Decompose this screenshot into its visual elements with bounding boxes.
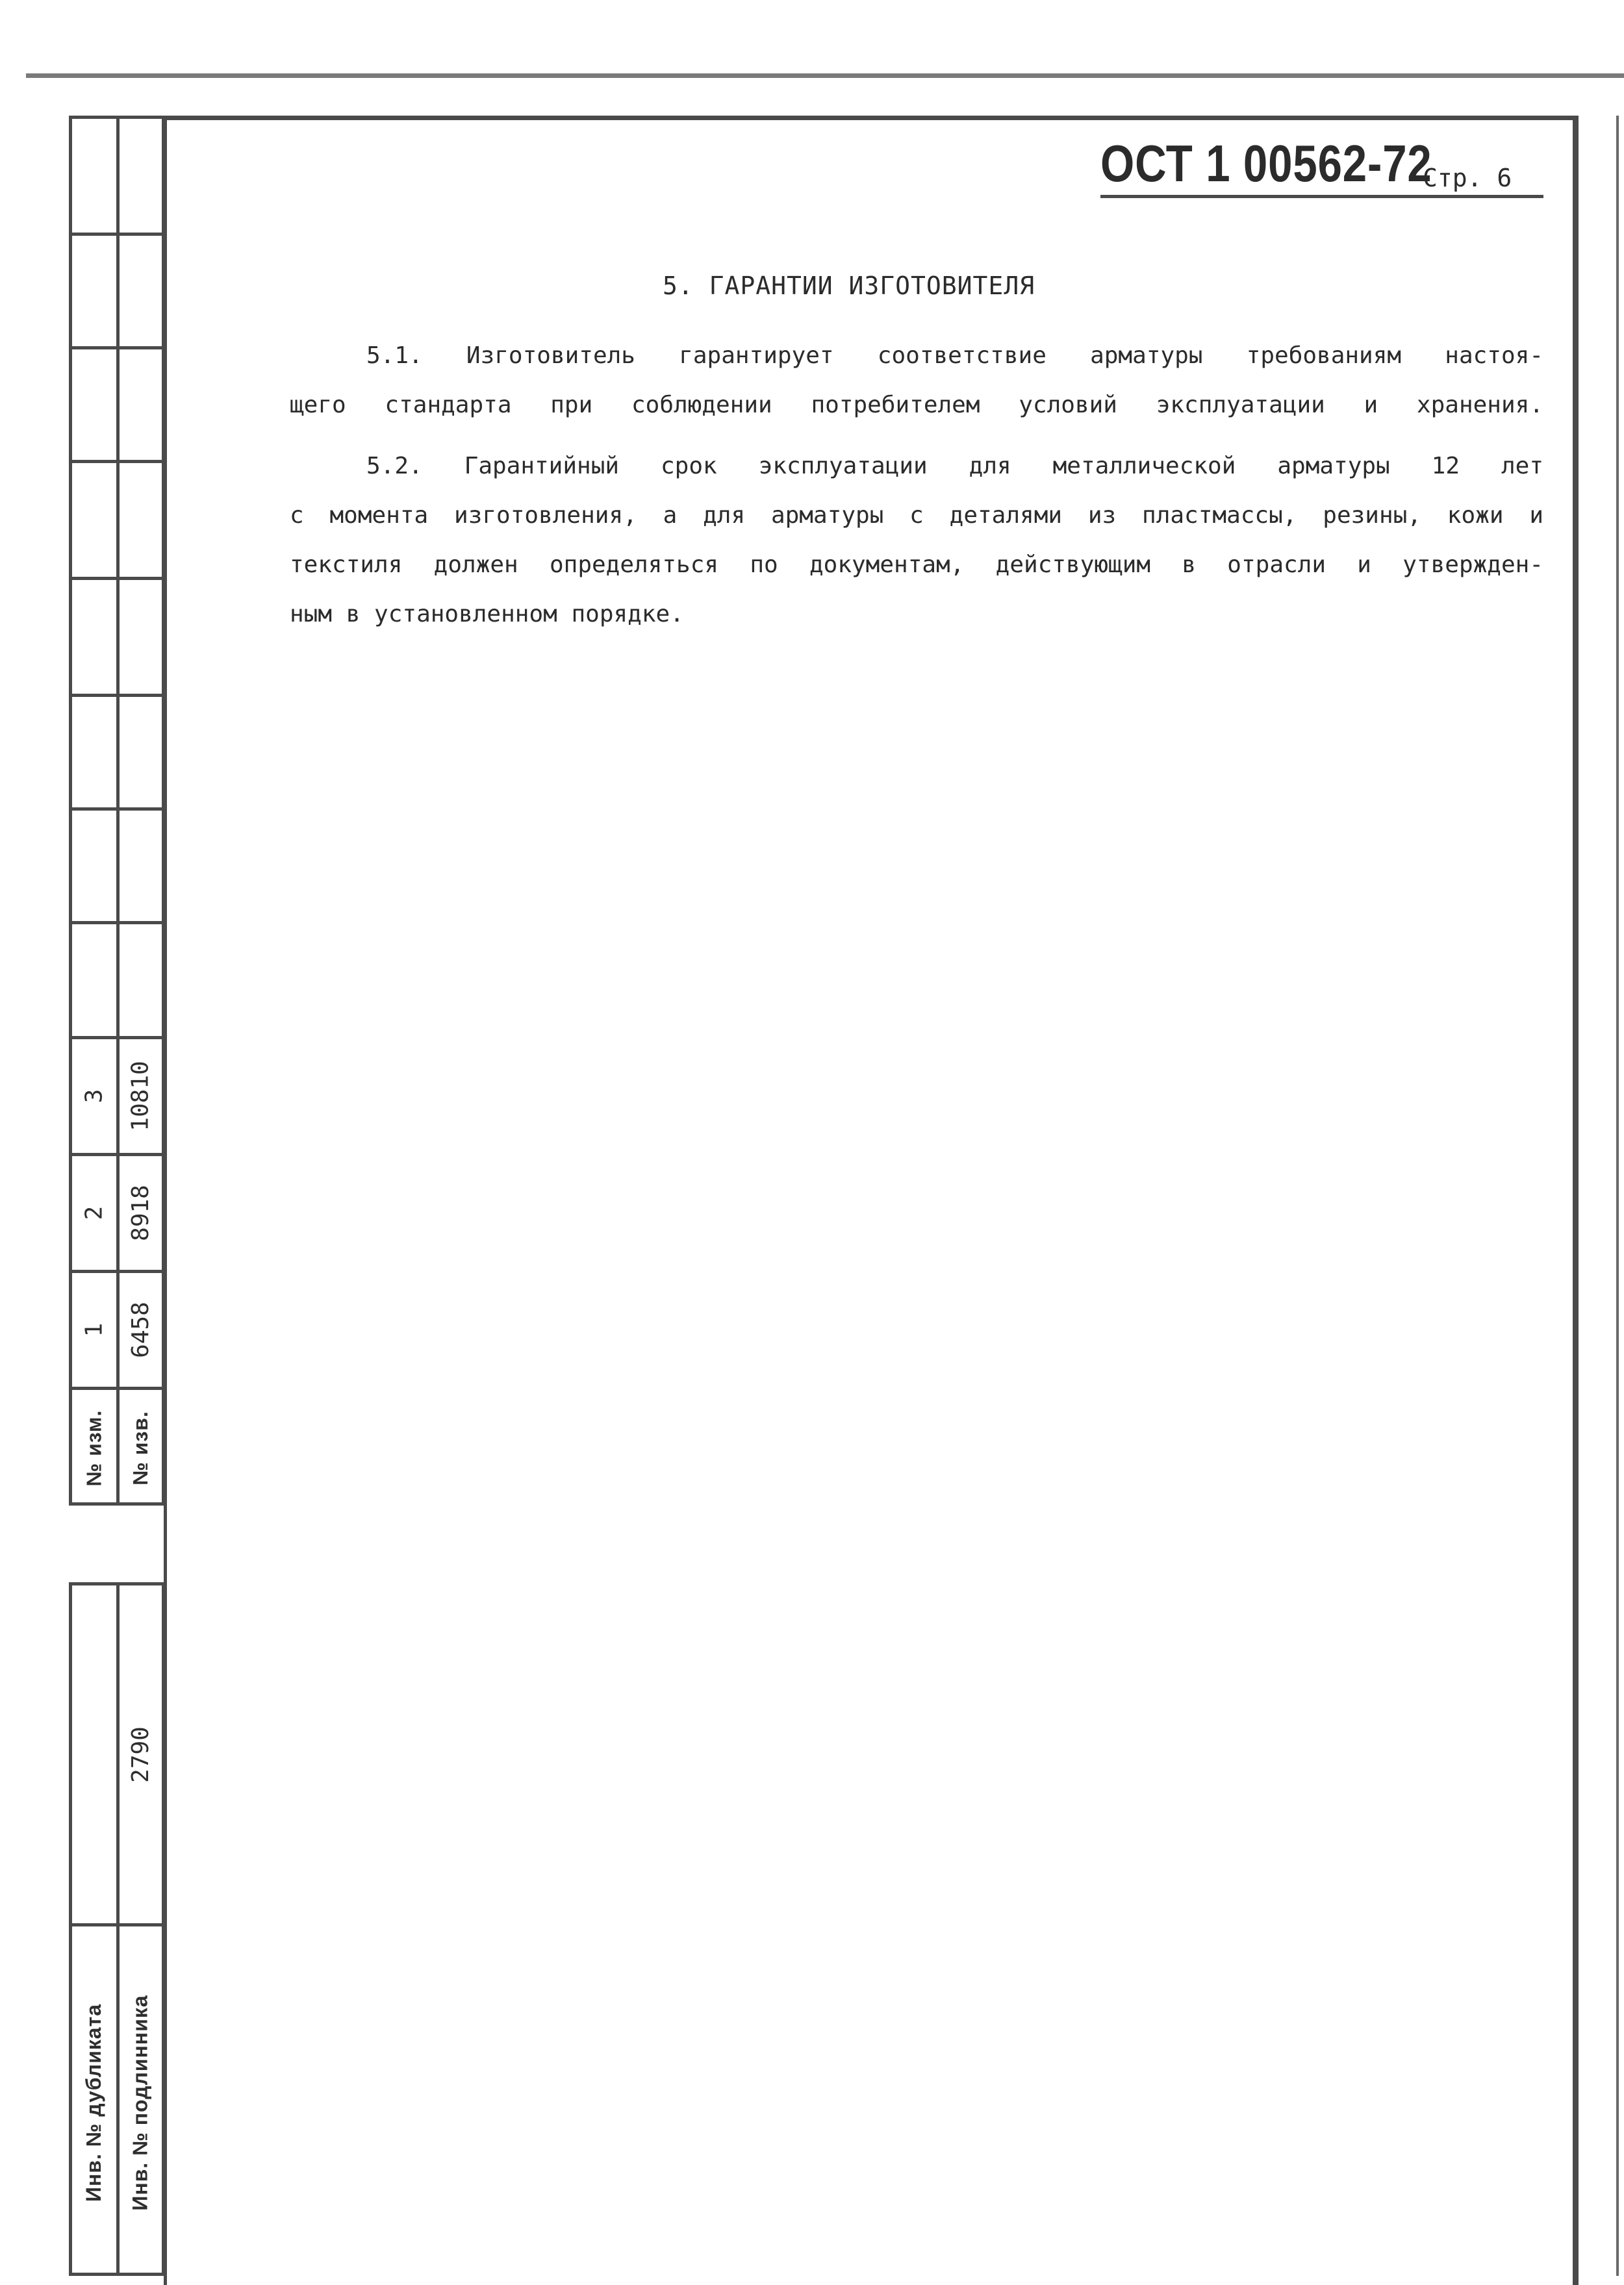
document-header bbox=[1100, 134, 1540, 199]
margin-change-table bbox=[69, 116, 165, 1506]
paragraph-5-1 bbox=[290, 331, 1543, 430]
document-code: ОСТ 1 00562-72 bbox=[1100, 134, 1432, 192]
change-number-2: 2 bbox=[81, 1206, 108, 1220]
strip-row-line bbox=[72, 807, 162, 811]
strip-row-line bbox=[72, 694, 162, 697]
notice-label: № изв. bbox=[129, 1410, 153, 1485]
header-underline bbox=[1100, 195, 1543, 198]
page-right-edge bbox=[1616, 116, 1619, 2276]
change-number-1: 1 bbox=[81, 1322, 108, 1337]
paragraph-5-2 bbox=[290, 442, 1543, 639]
notice-number-3: 10810 bbox=[127, 1061, 154, 1131]
change-number-3: 3 bbox=[81, 1089, 108, 1104]
paragraph-line: 5.1. Изготовитель гарантирует соответствие арматуры требованиям настоя- bbox=[366, 342, 1543, 369]
original-inventory-number: 2790 bbox=[127, 1726, 155, 1783]
paragraph-line: текстиля должен определяться по документам, действующим в отрасли и утвержден- bbox=[290, 551, 1543, 578]
change-label: № изм. bbox=[82, 1409, 106, 1486]
notice-number-2: 8918 bbox=[127, 1185, 155, 1241]
page-frame bbox=[164, 116, 1579, 2285]
paragraph-line: щего стандарта при соблюдении потребителем условий эксплуатации и хранения. bbox=[290, 392, 1543, 418]
paragraph-line: ным в установленном порядке. bbox=[290, 601, 684, 627]
section-title: 5. ГАРАНТИИ ИЗГОТОВИТЕЛЯ bbox=[663, 271, 1035, 300]
margin-inventory-table bbox=[69, 1582, 165, 2276]
strip-row-line bbox=[72, 346, 162, 349]
page-number: Стр. 6 bbox=[1423, 164, 1512, 192]
top-rule bbox=[26, 73, 1624, 78]
strip-row-line bbox=[72, 460, 162, 463]
duplicate-inventory-label: Инв. № дубликата bbox=[82, 2003, 106, 2203]
strip-row-line bbox=[72, 233, 162, 236]
original-inventory-label: Инв. № подлинника bbox=[129, 1995, 152, 2211]
paragraph-line: с момента изготовления, а для арматуры с деталями из пластмассы, резины, кожи и bbox=[290, 502, 1543, 529]
paragraph-line: 5.2. Гарантийный срок эксплуатации для металлической арматуры 12 лет bbox=[366, 453, 1543, 479]
notice-number-1: 6458 bbox=[127, 1302, 155, 1358]
strip-row-line bbox=[72, 577, 162, 580]
strip-row-line bbox=[72, 921, 162, 924]
